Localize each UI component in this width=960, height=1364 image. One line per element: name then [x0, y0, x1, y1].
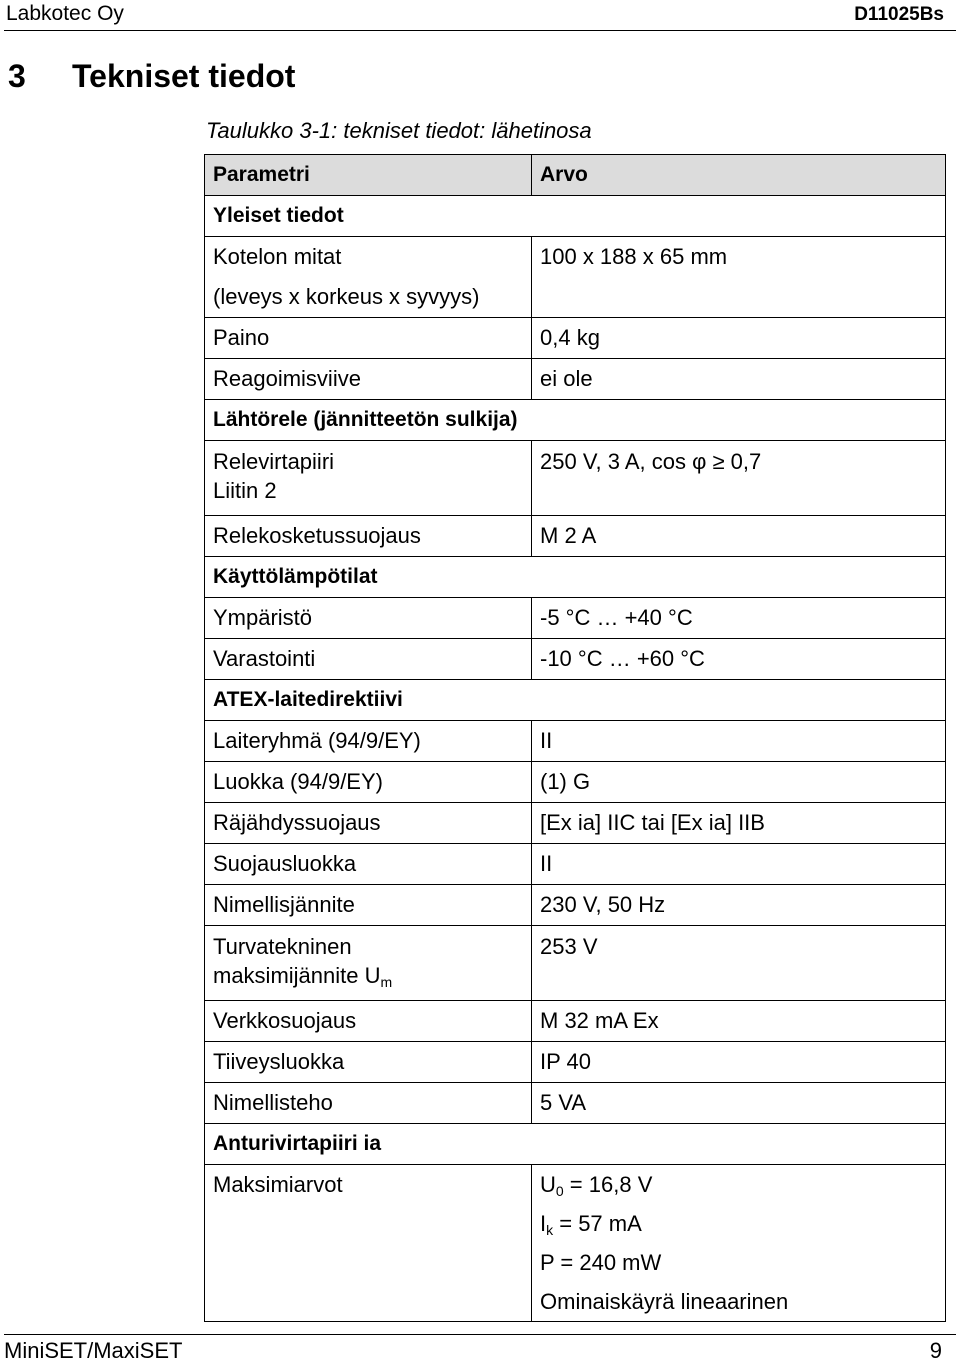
- value-cell: (1) G: [532, 762, 946, 803]
- param-cell: Verkkosuojaus: [205, 1001, 532, 1042]
- header-divider: [4, 30, 956, 31]
- value-line: [540, 1211, 642, 1236]
- page-number: 9: [929, 1338, 942, 1363]
- value-line: P = 240 mW: [540, 1250, 662, 1275]
- table-row: [205, 844, 946, 885]
- company-name: Labkotec Oy: [6, 2, 124, 25]
- value-text: U: [540, 1172, 556, 1197]
- param-cell: Varastointi: [205, 639, 532, 680]
- table-row: [205, 885, 946, 926]
- value-cell: M 32 mA Ex: [532, 1001, 946, 1042]
- param-cell: Laiteryhmä (94/9/EY): [205, 721, 532, 762]
- group-heading: Anturivirtapiiri ia: [205, 1124, 946, 1165]
- value-cell: 253 V: [532, 926, 946, 1001]
- table-row: [205, 598, 946, 639]
- table-row: [205, 926, 946, 1001]
- value-cell: IP 40: [532, 1042, 946, 1083]
- value-cell: 100 x 188 x 65 mm: [532, 237, 946, 278]
- table-row: [205, 277, 946, 318]
- table-row: [205, 1001, 946, 1042]
- param-cell: Kotelon mitat: [205, 237, 532, 278]
- param-line: Liitin 2: [213, 478, 277, 503]
- subscript: m: [380, 974, 393, 990]
- table-caption: Taulukko 3-1: tekniset tiedot: lähetinosa: [206, 118, 592, 143]
- table-row: [205, 318, 946, 359]
- param-cell: Tiiveysluokka: [205, 1042, 532, 1083]
- column-header-value: Arvo: [532, 155, 946, 196]
- value-line: [540, 1172, 652, 1197]
- value-cell: [532, 277, 946, 318]
- param-cell: Paino: [205, 318, 532, 359]
- value-cell: M 2 A: [532, 516, 946, 557]
- group-heading: Lähtörele (jännitteetön sulkija): [205, 400, 946, 441]
- table-row: [205, 1042, 946, 1083]
- value-text: = 57 mA: [553, 1211, 642, 1236]
- param-cell: Nimellisjännite: [205, 885, 532, 926]
- table-row: [205, 441, 946, 516]
- section-title: Tekniset tiedot: [72, 58, 296, 94]
- value-cell: ei ole: [532, 359, 946, 400]
- group-row-sensor: [205, 1124, 946, 1165]
- section-number: 3: [8, 58, 26, 94]
- group-row-atex: [205, 680, 946, 721]
- value-cell: [Ex ia] IIC tai [Ex ia] IIB: [532, 803, 946, 844]
- table-row: [205, 762, 946, 803]
- group-heading: Yleiset tiedot: [205, 196, 946, 237]
- value-cell: II: [532, 721, 946, 762]
- param-cell: Maksimiarvot: [205, 1165, 532, 1322]
- table-row: [205, 359, 946, 400]
- group-heading: Käyttölämpötilat: [205, 557, 946, 598]
- column-header-parameter: Parametri: [205, 155, 532, 196]
- table-header-row: [205, 155, 946, 196]
- value-cell: 0,4 kg: [532, 318, 946, 359]
- param-cell: [205, 441, 532, 516]
- value-text: = 16,8 V: [563, 1172, 653, 1197]
- value-line: Ominaiskäyrä lineaarinen: [540, 1289, 789, 1314]
- table-row: [205, 1083, 946, 1124]
- param-line: Turvatekninen: [213, 934, 352, 959]
- footer-product: MiniSET/MaxiSET: [4, 1338, 183, 1363]
- value-cell: -5 °C … +40 °C: [532, 598, 946, 639]
- document-id: D11025Bs: [854, 4, 944, 25]
- group-row-relay: [205, 400, 946, 441]
- param-cell: (leveys x korkeus x syvyys): [205, 277, 532, 318]
- table-row: [205, 803, 946, 844]
- value-cell: II: [532, 844, 946, 885]
- footer-divider: [4, 1334, 956, 1335]
- technical-specs-table: [204, 154, 946, 1322]
- group-row-temperatures: [205, 557, 946, 598]
- subscript: k: [546, 1222, 554, 1238]
- value-cell: 5 VA: [532, 1083, 946, 1124]
- param-cell: Luokka (94/9/EY): [205, 762, 532, 803]
- group-row-general: [205, 196, 946, 237]
- subscript: 0: [555, 1183, 564, 1199]
- param-cell: Reagoimisviive: [205, 359, 532, 400]
- value-cell: [532, 1165, 946, 1322]
- table-row: [205, 1165, 946, 1322]
- table-row: [205, 639, 946, 680]
- param-cell: Ympäristö: [205, 598, 532, 639]
- value-cell: 250 V, 3 A, cos φ ≥ 0,7: [532, 441, 946, 516]
- table-row: [205, 516, 946, 557]
- param-line: maksimijännite U: [213, 963, 381, 988]
- param-line: Relevirtapiiri: [213, 449, 335, 474]
- param-cell: Nimellisteho: [205, 1083, 532, 1124]
- param-cell: Suojausluokka: [205, 844, 532, 885]
- param-cell: Relekosketussuojaus: [205, 516, 532, 557]
- table-row: [205, 237, 946, 278]
- group-heading: ATEX-laitedirektiivi: [205, 680, 946, 721]
- table-row: [205, 721, 946, 762]
- param-cell: [205, 926, 532, 1001]
- value-text: I: [540, 1211, 547, 1236]
- value-cell: 230 V, 50 Hz: [532, 885, 946, 926]
- param-cell: Räjähdyssuojaus: [205, 803, 532, 844]
- value-cell: -10 °C … +60 °C: [532, 639, 946, 680]
